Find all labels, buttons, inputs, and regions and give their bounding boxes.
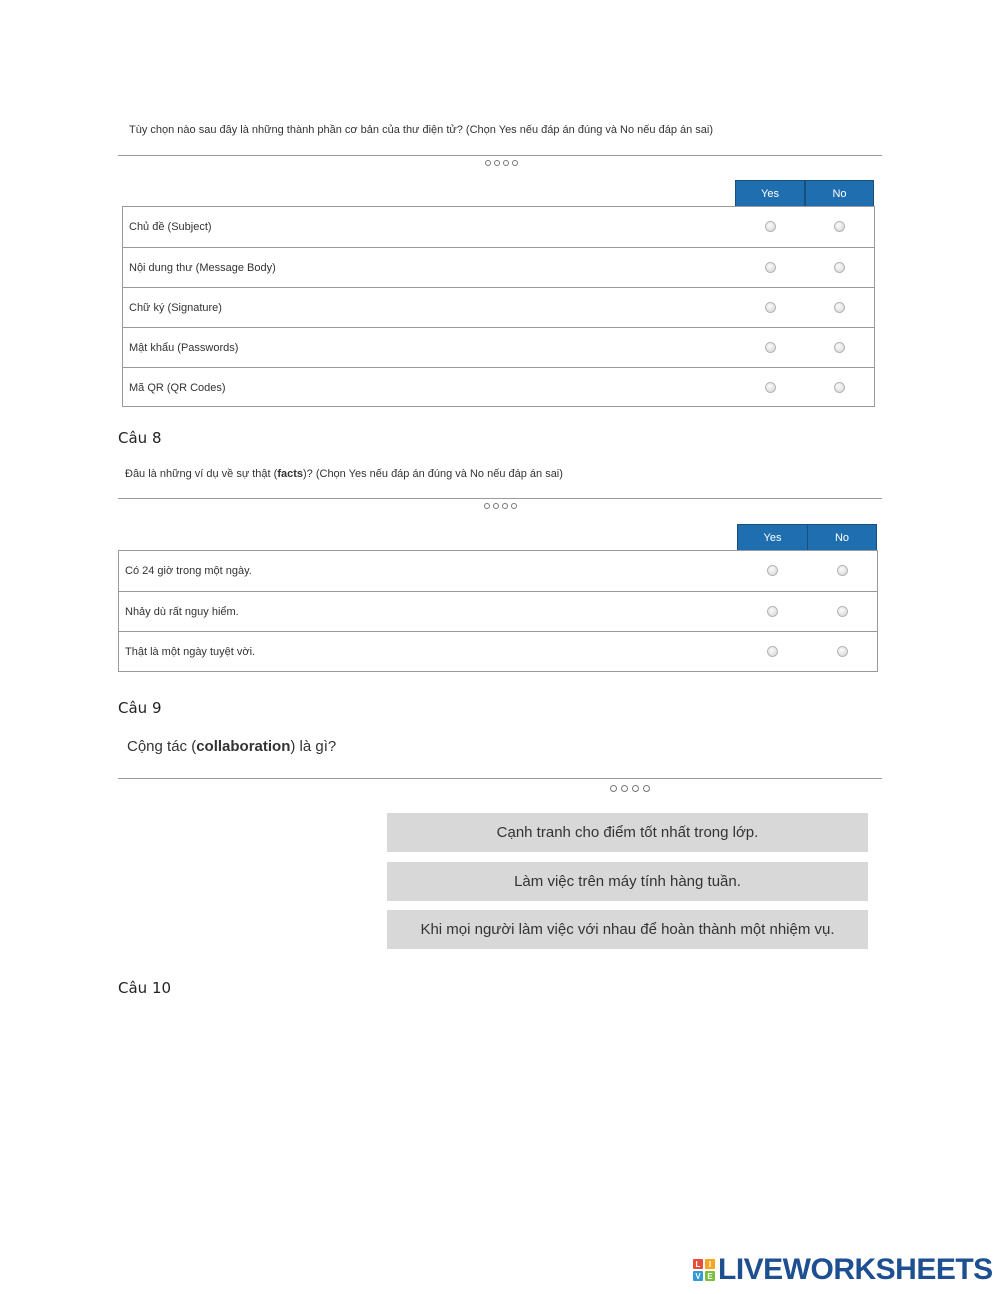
yes-radio[interactable]: [767, 565, 778, 576]
prompt-bold-term: facts: [277, 468, 303, 480]
row-label: Có 24 giờ trong một ngày.: [125, 565, 252, 577]
row-label: Mật khẩu (Passwords): [129, 341, 239, 354]
no-column-header: No: [807, 524, 877, 551]
no-radio[interactable]: [834, 302, 845, 313]
question-7-prompt: Tùy chọn nào sau đây là những thành phần cơ bản của thư điện tử? (Chọn Yes nếu đáp án đúng và No nếu đáp án sai): [129, 124, 714, 136]
table-row: [123, 287, 874, 327]
yes-radio[interactable]: [765, 221, 776, 232]
pagination-dot[interactable]: [512, 160, 518, 166]
yes-radio[interactable]: [767, 646, 778, 657]
pagination-dot[interactable]: [485, 160, 491, 166]
yes-column-header: Yes: [735, 180, 805, 207]
prompt-text: Đâu là những ví dụ về sự thật (: [125, 468, 278, 480]
table-row: [123, 247, 874, 287]
answer-option[interactable]: Cạnh tranh cho điểm tốt nhất trong lớp.: [387, 813, 868, 852]
yes-radio[interactable]: [767, 606, 778, 617]
no-radio[interactable]: [837, 606, 848, 617]
question-10-heading: Câu 10: [118, 979, 172, 997]
pagination-dot[interactable]: [621, 785, 628, 792]
yes-radio[interactable]: [765, 342, 776, 353]
logo-text: LIVEWORKSHEETS: [718, 1253, 993, 1286]
pagination-dot[interactable]: [632, 785, 639, 792]
table-row: [119, 631, 877, 671]
pagination-dot[interactable]: [502, 503, 508, 509]
logo-letter: V: [693, 1271, 703, 1281]
prompt-bold-term: collaboration: [196, 738, 291, 755]
pagination-dot[interactable]: [610, 785, 617, 792]
no-radio[interactable]: [834, 382, 845, 393]
pagination-dots: [610, 785, 650, 792]
answer-option[interactable]: Khi mọi người làm việc với nhau để hoàn thành một nhiệm vụ.: [387, 910, 868, 949]
question-8-table: [118, 550, 878, 672]
no-column-header: No: [805, 180, 874, 207]
prompt-text: ) là gì?: [290, 738, 337, 755]
yes-radio[interactable]: [765, 262, 776, 273]
logo-icon: [693, 1259, 715, 1281]
no-radio[interactable]: [834, 262, 845, 273]
no-radio[interactable]: [834, 221, 845, 232]
no-radio[interactable]: [834, 342, 845, 353]
no-radio[interactable]: [837, 646, 848, 657]
pagination-dots: [484, 503, 517, 509]
liveworksheets-logo: [693, 1253, 993, 1287]
pagination-dot[interactable]: [643, 785, 650, 792]
row-label: Nội dung thư (Message Body): [129, 261, 276, 274]
question-9-divider: [118, 778, 882, 779]
table-row: [119, 591, 877, 631]
answer-option[interactable]: Làm việc trên máy tính hàng tuần.: [387, 862, 868, 901]
row-label: Mã QR (QR Codes): [129, 381, 226, 394]
question-9-prompt: [127, 738, 336, 755]
pagination-dot[interactable]: [493, 503, 499, 509]
yes-radio[interactable]: [765, 382, 776, 393]
question-7-table: [122, 206, 875, 407]
question-7-divider: [118, 155, 882, 156]
no-radio[interactable]: [837, 565, 848, 576]
prompt-text: )? (Chọn Yes nếu đáp án đúng và No nếu đáp án sai): [303, 468, 563, 480]
pagination-dot[interactable]: [484, 503, 490, 509]
table-row: [123, 327, 874, 367]
pagination-dot[interactable]: [511, 503, 517, 509]
yes-radio[interactable]: [765, 302, 776, 313]
logo-letter: E: [705, 1271, 715, 1281]
logo-letter: L: [693, 1259, 703, 1269]
row-label: Chữ ký (Signature): [129, 301, 222, 314]
table-row: [123, 367, 874, 407]
prompt-text: Cộng tác (: [127, 738, 197, 755]
row-label: Nhảy dù rất nguy hiểm.: [125, 605, 239, 618]
pagination-dots: [485, 160, 518, 166]
pagination-dot[interactable]: [503, 160, 509, 166]
question-8-prompt: [125, 468, 563, 480]
pagination-dot[interactable]: [494, 160, 500, 166]
question-8-divider: [118, 498, 882, 499]
logo-letter: I: [705, 1259, 715, 1269]
row-label: Chủ đề (Subject): [129, 221, 212, 233]
table-row: [119, 551, 877, 591]
row-label: Thật là một ngày tuyệt vời.: [125, 645, 256, 658]
question-9-heading: Câu 9: [118, 699, 162, 717]
table-row: [123, 207, 874, 247]
yes-column-header: Yes: [737, 524, 808, 551]
question-8-heading: Câu 8: [118, 429, 162, 447]
